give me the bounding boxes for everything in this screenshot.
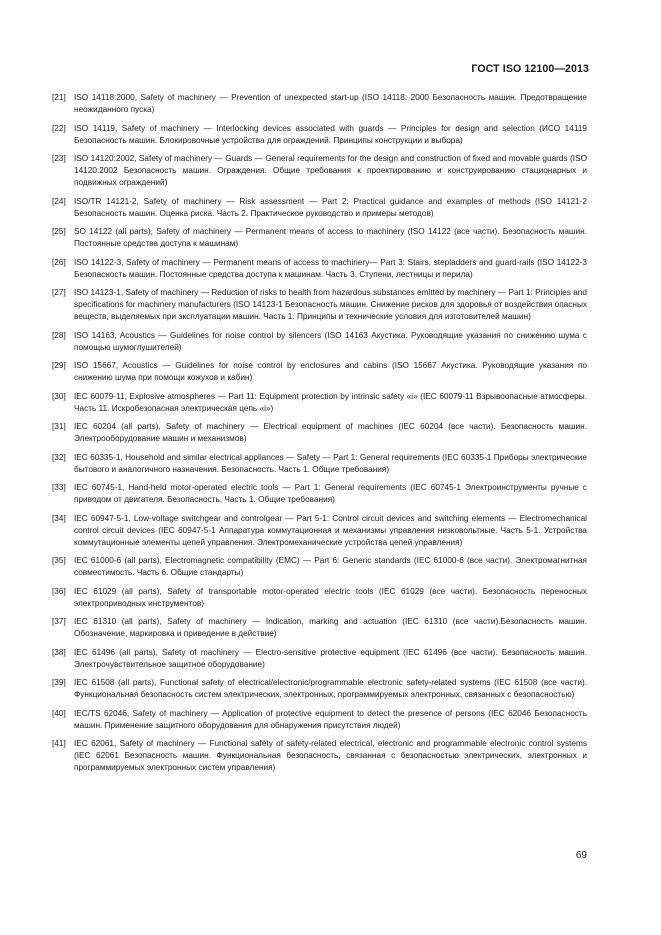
reference-item — [52, 123, 587, 147]
reference-item — [52, 616, 587, 640]
reference-number: [25] — [52, 227, 66, 236]
reference-item — [52, 287, 587, 323]
reference-text: IEC 61508 (all parts), Functional safety of electrical/electronic/programmable electronic safety-related systems (IEC 61508 (все части). Функциональная безопасность систем электрических, электронных, программируемых электронных, связанных с безопасностью) — [74, 678, 587, 699]
reference-text: IEC 60204 (all parts), Safety of machinery — Electrical equipment of machines (IEC 60204 (все части). Безопасность машин. Электрооборудование машин и механизмов) — [74, 422, 587, 443]
reference-item — [52, 391, 587, 415]
reference-text: IEC 60745-1, Hand-held motor-operated electric tools — Part 1: General requirements (IEC 60745-1 Электроинструменты ручные с приводом от двигателя. Безопасность. Часть 1. Общие требования) — [74, 483, 587, 504]
reference-number: [38] — [52, 647, 66, 657]
reference-item — [52, 257, 587, 281]
reference-item — [52, 513, 587, 549]
reference-text: ISO/TR 14121-2, Safety of machinery — Risk assessment — Part 2: Practical guidance and examples of methods (ISO 14121-2 Безопасность машин. Оценка риска. Часть 2. Практическое руководство и примеры методов) — [74, 196, 587, 218]
reference-number: [40] — [52, 708, 66, 718]
reference-text: ISO 14118:2000, Safety of machinery — Prevention of unexpected start-up (ISO 14118: 2000 Безопасность машин. Предотвращение неожиданного пуска) — [74, 93, 587, 114]
reference-text: ISO 14122-3, Safety of machinery — Permanent means of access to machinery— Part 3: Stairs, stepladders and guard-rails (ISO 14122-3 Безопасность машин. Постоянные средства доступа к машинам. Часть 3. Ступени, лестницы и перила) — [74, 257, 587, 279]
reference-number: [23] — [52, 154, 66, 163]
reference-item — [52, 330, 587, 354]
bibliography-list — [52, 92, 587, 781]
reference-text: IEC 61000-6 (all parts), Electromagnetic compatibility (EMC) — Part 6: Generic standards (IEC 61000-6 (все части). Электромагнитная совместимость. Часть 6. Общие стандарты) — [74, 556, 587, 577]
reference-text: ISO 14163, Acoustics — Guidelines for noise control by silencers (ISO 14163 Акустика. Руководящие указания по снижению шума с помощью шумоглушителей) — [74, 330, 587, 352]
reference-item — [52, 452, 587, 476]
reference-text: IEC 61496 (all parts), Safety of machinery — Electro-sensitive protective equipment (IEC 61496 (все части). Безопасность машин. Электрочувствительное защитное оборудование) — [74, 647, 587, 669]
reference-text: ISO 14123-1, Safety of machinery — Reduction of risks to health from hazardous substances emitted by machinery — Part 1: Principles and specifications for machinery manufacturers (ISO 14123-1 Безопасность машин. Снижение рисков для здоровья от воздействия опасных веществ, выделяемых при эксплуатации машин. Часть 1. Принципы и технические условия для изготовителей машин) — [74, 288, 587, 321]
reference-item — [52, 360, 587, 384]
reference-number: [21] — [52, 93, 66, 102]
reference-number: [33] — [52, 483, 66, 492]
reference-text: IEC/TS 62046, Safety of machinery — Application of protective equipment to detect the presence of persons (IEC 62046 Безопасность машин. Применение защитного оборудования для обнаружения присутствия людей) — [74, 708, 587, 730]
reference-item — [52, 196, 587, 220]
reference-item — [52, 677, 587, 701]
reference-text: IEC 60947-5-1, Low-voltage switchgear and controlgear — Part 5-1: Control circuit devices and switching elements — Electromechanical control circuit devices (IEC 60947-5-1 Аппаратура коммутационная и механизмы управления низковольтные. Часть 5-1. Устройства коммутационные элементы цепей управления. Электромеханические устройства цепей управления) — [74, 513, 587, 547]
reference-item — [52, 153, 587, 189]
document-code: ГОСТ ISO 12100—2013 — [471, 63, 589, 75]
reference-text: IEC 61029 (all parts), Safety of transportable motor-operated electric tools (IEC 61029 (все части). Безопасность переносных электроприводных инструментов) — [74, 586, 587, 608]
reference-number: [39] — [52, 678, 66, 687]
reference-text: IEC 60335-1, Household and similar electrical appliances — Safety — Part 1: General requirements (IEC 60335-1 Приборы электрические бытового и аналогичного назначения. Безопасность. Часть 1. Общие требования) — [74, 452, 587, 474]
reference-item — [52, 421, 587, 445]
reference-number: [36] — [52, 586, 66, 596]
reference-item — [52, 708, 587, 732]
reference-number: [27] — [52, 288, 66, 297]
reference-text: IEC 62061, Safety of machinery — Functional safety of safety-related electrical, electronic and programmable electronic control systems (IEC 62061 Безопасность машин. Функциональная безопасность, связанная с безопасностью электрических, электронных и программируемых электронных систем управления) — [74, 739, 587, 772]
reference-item — [52, 647, 587, 671]
reference-number: [28] — [52, 330, 66, 340]
reference-number: [22] — [52, 123, 66, 133]
reference-item — [52, 226, 587, 250]
reference-number: [24] — [52, 196, 66, 206]
reference-item — [52, 586, 587, 610]
reference-number: [26] — [52, 257, 66, 267]
reference-number: [41] — [52, 739, 66, 748]
reference-text: IEC 61310 (all parts), Safety of machinery — Indication, marking and actuation (IEC 61310 (все части).Безопасность машин. Обозначение, маркировка и приведение в действие) — [74, 617, 587, 638]
reference-number: [31] — [52, 422, 66, 431]
reference-number: [35] — [52, 556, 66, 565]
reference-text: ISO 14119, Safety of machinery — Interlocking devices associated with guards — Principles for design and selection (ИСО 14119 Безопасность машин. Блокировочные устройства для ограждений. Принципы конструкции и выбора) — [74, 123, 587, 145]
reference-text: SO 14122 (all parts), Safety of machinery — Permanent means of access to machinery (ISO 14122 (все части). Безопасность машин. Постоянные средства доступа к машинам) — [74, 227, 587, 248]
reference-number: [29] — [52, 361, 66, 370]
reference-text: ISO 15667, Acoustics — Guidelines for noise control by enclosures and cabins (ISO 15667 Акустика. Руководящие указания по снижению шума при помощи кожухов и кабин) — [74, 361, 587, 382]
reference-item — [52, 555, 587, 579]
reference-number: [30] — [52, 391, 66, 401]
reference-item — [52, 738, 587, 774]
reference-number: [32] — [52, 452, 66, 462]
reference-text: ISO 14120:2002, Safety of machinery — Guards — General requirements for the design and construction of fixed and movable guards (ISO 14120:2002 Безопасность машин. Ограждения. Общие требования к проектированию и конструированию стационарных и подвижных ограждений) — [74, 154, 587, 187]
reference-item — [52, 92, 587, 116]
reference-item — [52, 482, 587, 506]
page-number: 69 — [575, 850, 587, 861]
reference-number: [37] — [52, 617, 66, 626]
reference-text: IEC 60079-11, Explosive atmospheres — Part 11: Equipment protection by intrinsic safety «i» (IEC 60079-11 Взрывоопасные атмосферы. Часть 11. Искробезопасная электрическая цепь «i») — [74, 391, 587, 413]
reference-number: [34] — [52, 513, 66, 523]
